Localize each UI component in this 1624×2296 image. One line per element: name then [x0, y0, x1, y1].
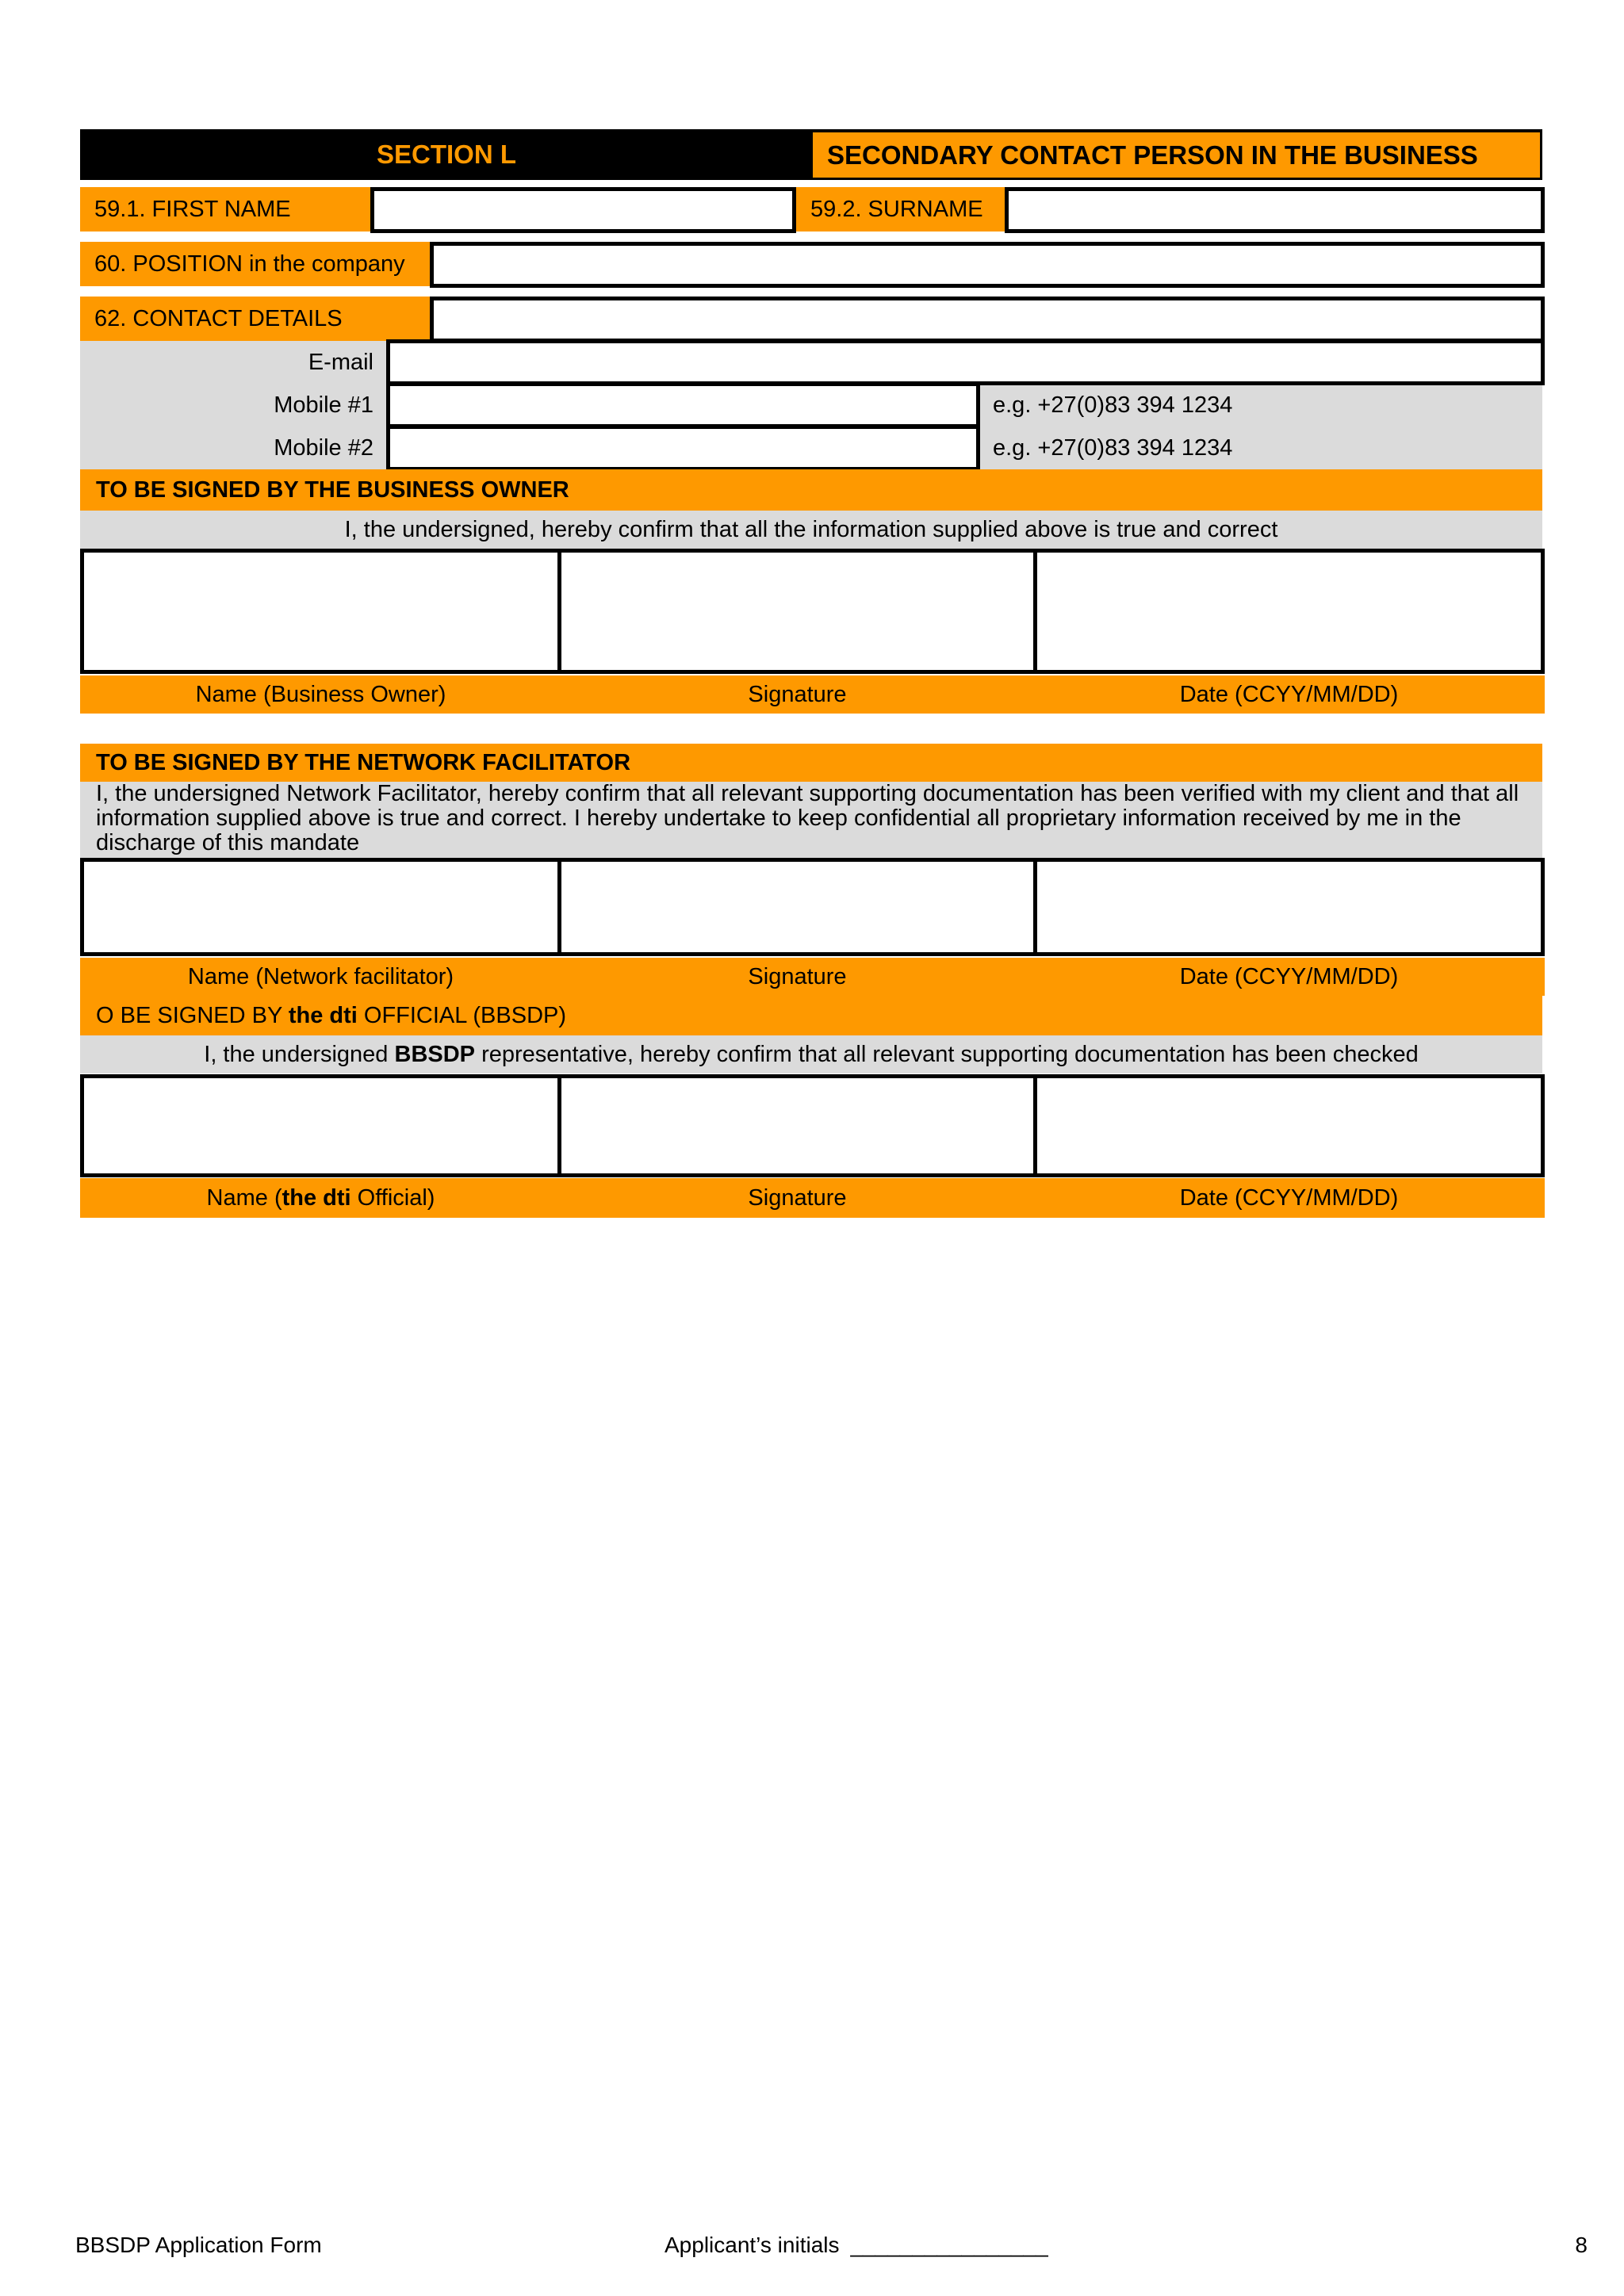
- dti-block-heading: [80, 996, 1542, 1035]
- dti-caption-date: Date (CCYY/MM/DD): [1179, 1184, 1399, 1211]
- facilitator-name-box[interactable]: [80, 858, 561, 956]
- dti-caption-name-pre: Name (: [206, 1184, 282, 1211]
- dti-heading-bold: the dti: [288, 1002, 358, 1028]
- facilitator-block-heading: TO BE SIGNED BY THE NETWORK FACILITATOR: [80, 744, 1542, 782]
- email-input[interactable]: [390, 343, 1541, 381]
- contact-details-label: 62. CONTACT DETAILS: [80, 297, 431, 341]
- mobile1-hint: e.g. +27(0)83 394 1234: [993, 392, 1233, 418]
- dti-caption-signature: Signature: [748, 1184, 847, 1211]
- owner-caption-signature: Signature: [748, 681, 847, 707]
- facilitator-signature-box[interactable]: [557, 858, 1037, 956]
- owner-name-box[interactable]: [80, 549, 561, 674]
- dti-caption-name: [80, 1178, 561, 1218]
- facilitator-caption-name: Name (Network facilitator): [187, 963, 454, 989]
- mobile2-input[interactable]: [390, 429, 976, 467]
- facilitator-date-box[interactable]: [1033, 858, 1545, 956]
- footer-initials-label: Applicant’s initials: [665, 2233, 840, 2257]
- surname-label: 59.2. SURNAME: [796, 187, 1007, 232]
- dti-statement-pre: I, the undersigned: [204, 1041, 395, 1067]
- dti-name-box[interactable]: [80, 1074, 561, 1177]
- first-name-field[interactable]: [370, 187, 796, 233]
- owner-date-box[interactable]: [1033, 549, 1545, 674]
- dti-date-box[interactable]: [1033, 1074, 1545, 1177]
- mobile1-input[interactable]: [390, 386, 976, 424]
- section-title: SECONDARY CONTACT PERSON IN THE BUSINESS: [813, 132, 1540, 178]
- facilitator-caption-signature: Signature: [748, 963, 847, 989]
- mobile2-label: Mobile #2: [274, 434, 373, 461]
- contact-details-field[interactable]: [430, 297, 1545, 342]
- first-name-label: 59.1. FIRST NAME: [80, 187, 372, 232]
- mobile2-hint: e.g. +27(0)83 394 1234: [993, 434, 1233, 461]
- footer-initials-line[interactable]: ________________: [850, 2233, 1048, 2257]
- dti-heading-post: OFFICIAL (BBSDP): [357, 1002, 567, 1028]
- section-code: SECTION L: [376, 140, 516, 169]
- mobile1-label: Mobile #1: [274, 392, 373, 418]
- page-number: 8: [1575, 2233, 1588, 2257]
- footer-form-name: BBSDP Application Form: [75, 2233, 322, 2257]
- contact-details-input[interactable]: [434, 300, 1541, 339]
- dti-caption-name-bold: the dti: [282, 1184, 351, 1211]
- owner-block-heading: TO BE SIGNED BY THE BUSINESS OWNER: [80, 469, 1542, 511]
- owner-caption-date: Date (CCYY/MM/DD): [1179, 681, 1399, 707]
- facilitator-caption-date: Date (CCYY/MM/DD): [1179, 963, 1399, 989]
- dti-signature-box[interactable]: [557, 1074, 1037, 1177]
- owner-signature-box[interactable]: [557, 549, 1037, 674]
- owner-caption-name: Name (Business Owner): [195, 681, 446, 707]
- dti-statement-post: representative, hereby confirm that all relevant supporting documentation has been checked: [475, 1041, 1419, 1067]
- email-field[interactable]: [386, 339, 1545, 385]
- mobile1-field[interactable]: [386, 382, 980, 428]
- first-name-input[interactable]: [374, 191, 792, 229]
- position-input[interactable]: [434, 246, 1541, 284]
- position-field[interactable]: [430, 242, 1545, 288]
- owner-block-statement: I, the undersigned, hereby confirm that all the information supplied above is true and correct: [80, 511, 1542, 549]
- dti-statement-bold: BBSDP: [394, 1041, 476, 1067]
- dti-heading-pre: O BE SIGNED BY: [96, 1002, 289, 1028]
- facilitator-block-statement: I, the undersigned Network Facilitator, hereby confirm that all relevant supporting documentation has been verified with my client and that all information supplied above is true and correct. I hereby undertake to keep confidential all proprietary information received by me in the discharge of this mandate: [80, 782, 1542, 858]
- footer-initials: [665, 2228, 1140, 2263]
- dti-caption-name-post: Official): [350, 1184, 435, 1211]
- surname-field[interactable]: [1005, 187, 1545, 233]
- dti-block-statement: [80, 1035, 1542, 1073]
- surname-input[interactable]: [1009, 191, 1541, 229]
- email-label: E-mail: [308, 349, 373, 375]
- mobile2-field[interactable]: [386, 425, 980, 471]
- position-label: 60. POSITION in the company: [80, 242, 431, 286]
